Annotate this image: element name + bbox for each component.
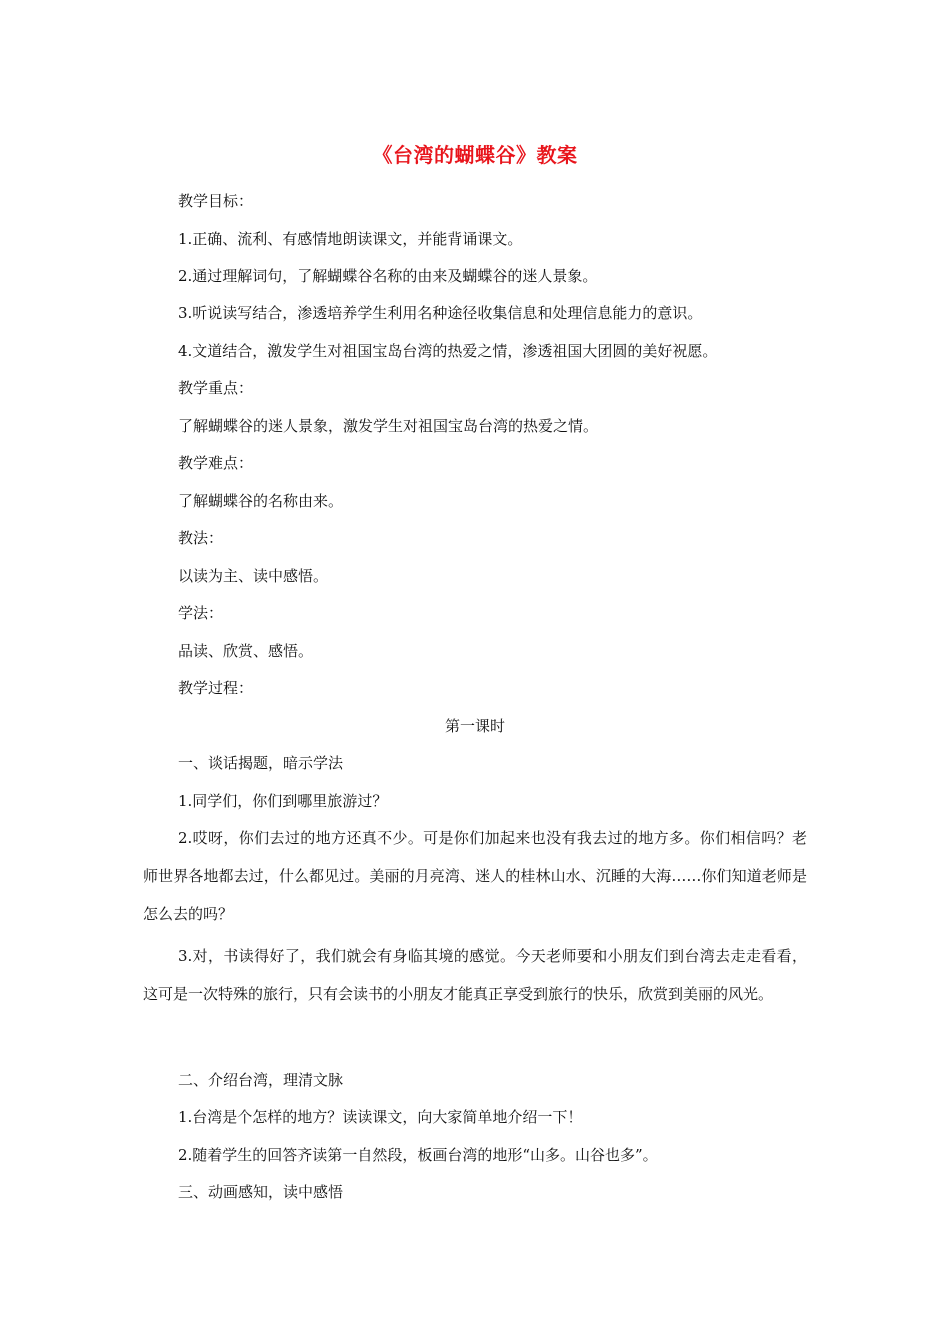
section-heading: 三、动画感知，读中感悟 bbox=[178, 1183, 344, 1201]
objective-item: 2.通过理解词句，了解蝴蝶谷名称的由来及蝴蝶谷的迷人景象。 bbox=[178, 267, 598, 285]
section-item: 1.台湾是个怎样的地方？读读课文，向大家简单地介绍一下！ bbox=[178, 1108, 583, 1126]
lesson-label: 第一课时 bbox=[444, 717, 505, 735]
focus-text: 了解蝴蝶谷的迷人景象，激发学生对祖国宝岛台湾的热爱之情。 bbox=[178, 417, 599, 435]
section-heading: 二、介绍台湾，理清文脉 bbox=[178, 1071, 344, 1089]
difficulty-heading: 教学难点： bbox=[178, 454, 254, 472]
objective-item: 1.正确、流利、有感情地朗读课文，并能背诵课文。 bbox=[178, 230, 523, 248]
method-text: 以读为主、读中感悟。 bbox=[178, 567, 329, 585]
objective-item: 3.听说读写结合，渗透培养学生利用名种途径收集信息和处理信息能力的意识。 bbox=[178, 304, 703, 322]
section-item: 2.随着学生的回答齐读第一自然段，板画台湾的地形“山多。山谷也多”。 bbox=[178, 1146, 658, 1164]
section-item: 1.同学们，你们到哪里旅游过？ bbox=[178, 792, 388, 810]
objectives-heading: 教学目标： bbox=[178, 192, 254, 210]
section-paragraph: 3.对，书读得好了，我们就会有身临其境的感觉。今天老师要和小朋友们到台湾去走走看看，这可是一次特殊的旅行，只有会读书的小朋友才能真正享受到旅行的快乐，欣赏到美丽的风光。 bbox=[143, 947, 807, 1003]
difficulty-text: 了解蝴蝶谷的名称由来。 bbox=[178, 492, 344, 510]
section-heading: 一、谈话揭题，暗示学法 bbox=[178, 754, 344, 772]
study-text: 品读、欣赏、感悟。 bbox=[178, 642, 314, 660]
process-heading: 教学过程： bbox=[178, 679, 254, 697]
objective-item: 4.文道结合，激发学生对祖国宝岛台湾的热爱之情，渗透祖国大团圆的美好祝愿。 bbox=[178, 342, 718, 360]
section-paragraph: 2.哎呀，你们去过的地方还真不少。可是你们加起来也没有我去过的地方多。你们相信吗？老师世界各地都去过，什么都见过。美丽的月亮湾、迷人的桂林山水、沉睡的大海……你们知道老师是怎么去的吗？ bbox=[143, 829, 807, 923]
study-heading: 学法： bbox=[178, 604, 224, 622]
focus-heading: 教学重点： bbox=[178, 379, 254, 397]
document-title: 《台湾的蝴蝶谷》教案 bbox=[372, 143, 578, 167]
method-heading: 教法： bbox=[178, 529, 224, 547]
